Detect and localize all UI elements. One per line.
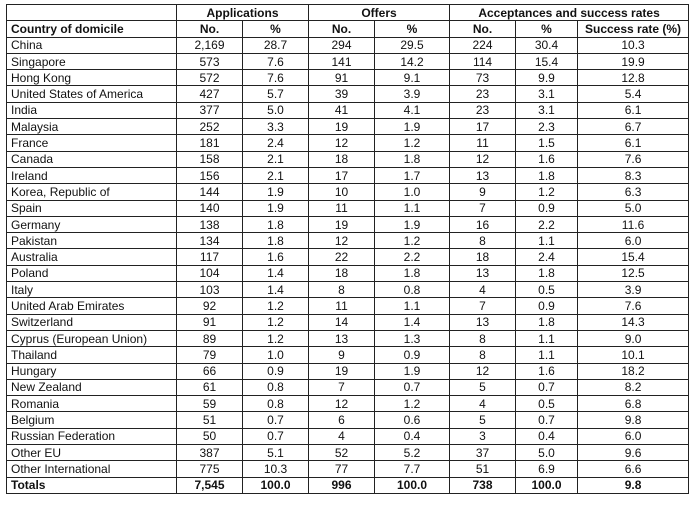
cell-country: Hungary <box>7 363 177 379</box>
cell-app-pct: 0.8 <box>243 379 309 395</box>
cell-success-rate: 10.3 <box>578 37 689 53</box>
cell-acc-pct: 3.1 <box>516 102 578 118</box>
table-row <box>7 249 689 265</box>
totals-label: Totals <box>7 477 177 493</box>
cell-off-pct: 9.1 <box>375 70 450 86</box>
cell-off-pct: 29.5 <box>375 37 450 53</box>
cell-app-no: 59 <box>177 396 243 412</box>
cell-acc-pct: 1.8 <box>516 314 578 330</box>
cell-acc-no: 23 <box>450 86 516 102</box>
table-row <box>7 412 689 428</box>
table-row <box>7 428 689 444</box>
cell-app-no: 252 <box>177 119 243 135</box>
cell-off-pct: 1.4 <box>375 314 450 330</box>
cell-off-pct: 7.7 <box>375 461 450 477</box>
table-row <box>7 330 689 346</box>
table-row <box>7 102 689 118</box>
cell-off-pct: 0.8 <box>375 282 450 298</box>
cell-success-rate: 6.0 <box>578 233 689 249</box>
cell-acc-pct: 6.9 <box>516 461 578 477</box>
cell-off-no: 141 <box>309 53 375 69</box>
column-header-success-rate: Success rate (%) <box>578 21 689 37</box>
table-row <box>7 86 689 102</box>
cell-off-pct: 1.2 <box>375 396 450 412</box>
cell-off-no: 6 <box>309 412 375 428</box>
cell-off-pct: 2.2 <box>375 249 450 265</box>
table-row <box>7 184 689 200</box>
cell-acc-no: 9 <box>450 184 516 200</box>
cell-app-pct: 5.7 <box>243 86 309 102</box>
cell-acc-pct: 3.1 <box>516 86 578 102</box>
cell-app-pct: 1.2 <box>243 298 309 314</box>
cell-country: Poland <box>7 265 177 281</box>
cell-country: Korea, Republic of <box>7 184 177 200</box>
cell-app-no: 2,169 <box>177 37 243 53</box>
cell-app-pct: 1.4 <box>243 265 309 281</box>
cell-success-rate: 14.3 <box>578 314 689 330</box>
cell-app-pct: 1.0 <box>243 347 309 363</box>
cell-country: Hong Kong <box>7 70 177 86</box>
cell-app-no: 181 <box>177 135 243 151</box>
cell-country: Italy <box>7 282 177 298</box>
cell-off-pct: 1.1 <box>375 298 450 314</box>
cell-acc-pct: 0.9 <box>516 298 578 314</box>
cell-acc-pct: 1.8 <box>516 265 578 281</box>
cell-off-no: 22 <box>309 249 375 265</box>
cell-off-no: 294 <box>309 37 375 53</box>
cell-success-rate: 6.1 <box>578 135 689 151</box>
cell-acc-pct: 0.5 <box>516 282 578 298</box>
cell-off-no: 10 <box>309 184 375 200</box>
cell-acc-no: 4 <box>450 396 516 412</box>
cell-off-pct: 14.2 <box>375 53 450 69</box>
cell-country: Belgium <box>7 412 177 428</box>
cell-off-pct: 3.9 <box>375 86 450 102</box>
cell-country: France <box>7 135 177 151</box>
table-row <box>7 379 689 395</box>
cell-off-no: 13 <box>309 330 375 346</box>
cell-off-pct: 1.3 <box>375 330 450 346</box>
cell-acc-no: 13 <box>450 167 516 183</box>
totals-success-rate: 9.8 <box>578 477 689 493</box>
cell-acc-no: 23 <box>450 102 516 118</box>
table-row <box>7 135 689 151</box>
cell-acc-no: 7 <box>450 200 516 216</box>
column-header-acc-pct: % <box>516 21 578 37</box>
cell-off-pct: 1.2 <box>375 233 450 249</box>
cell-acc-pct: 0.5 <box>516 396 578 412</box>
group-header-blank <box>7 5 177 21</box>
cell-acc-no: 51 <box>450 461 516 477</box>
cell-acc-no: 8 <box>450 233 516 249</box>
applications-table <box>6 4 689 494</box>
table-row <box>7 216 689 232</box>
cell-acc-no: 5 <box>450 379 516 395</box>
cell-country: India <box>7 102 177 118</box>
cell-app-no: 427 <box>177 86 243 102</box>
cell-app-pct: 0.9 <box>243 363 309 379</box>
cell-app-pct: 3.3 <box>243 119 309 135</box>
cell-app-no: 103 <box>177 282 243 298</box>
table-row <box>7 119 689 135</box>
table-row <box>7 363 689 379</box>
cell-off-pct: 1.8 <box>375 151 450 167</box>
cell-acc-no: 37 <box>450 445 516 461</box>
cell-app-no: 573 <box>177 53 243 69</box>
column-header-acc-no: No. <box>450 21 516 37</box>
column-header-app-pct: % <box>243 21 309 37</box>
cell-success-rate: 6.3 <box>578 184 689 200</box>
cell-acc-no: 11 <box>450 135 516 151</box>
cell-success-rate: 8.2 <box>578 379 689 395</box>
cell-off-no: 19 <box>309 363 375 379</box>
cell-app-pct: 1.8 <box>243 216 309 232</box>
cell-off-no: 18 <box>309 265 375 281</box>
cell-acc-pct: 1.1 <box>516 347 578 363</box>
group-header-applications: Applications <box>177 5 309 21</box>
cell-app-pct: 1.2 <box>243 314 309 330</box>
cell-success-rate: 19.9 <box>578 53 689 69</box>
cell-app-no: 138 <box>177 216 243 232</box>
cell-acc-no: 8 <box>450 347 516 363</box>
cell-acc-no: 18 <box>450 249 516 265</box>
cell-country: Ireland <box>7 167 177 183</box>
cell-off-no: 41 <box>309 102 375 118</box>
cell-acc-no: 13 <box>450 265 516 281</box>
cell-off-no: 39 <box>309 86 375 102</box>
cell-acc-pct: 1.8 <box>516 167 578 183</box>
cell-app-pct: 5.1 <box>243 445 309 461</box>
cell-off-no: 91 <box>309 70 375 86</box>
cell-app-no: 377 <box>177 102 243 118</box>
cell-off-no: 11 <box>309 298 375 314</box>
cell-off-pct: 0.7 <box>375 379 450 395</box>
cell-app-pct: 7.6 <box>243 53 309 69</box>
cell-app-pct: 2.4 <box>243 135 309 151</box>
cell-acc-pct: 1.6 <box>516 363 578 379</box>
cell-country: Singapore <box>7 53 177 69</box>
cell-off-no: 17 <box>309 167 375 183</box>
cell-success-rate: 5.0 <box>578 200 689 216</box>
cell-country: Other EU <box>7 445 177 461</box>
cell-off-no: 11 <box>309 200 375 216</box>
cell-success-rate: 6.6 <box>578 461 689 477</box>
cell-country: Romania <box>7 396 177 412</box>
cell-acc-no: 7 <box>450 298 516 314</box>
cell-success-rate: 8.3 <box>578 167 689 183</box>
cell-app-no: 775 <box>177 461 243 477</box>
totals-app-pct: 100.0 <box>243 477 309 493</box>
table-row <box>7 282 689 298</box>
cell-acc-pct: 9.9 <box>516 70 578 86</box>
cell-acc-no: 16 <box>450 216 516 232</box>
cell-acc-no: 17 <box>450 119 516 135</box>
cell-app-no: 61 <box>177 379 243 395</box>
totals-off-no: 996 <box>309 477 375 493</box>
cell-off-pct: 1.9 <box>375 216 450 232</box>
cell-country: Spain <box>7 200 177 216</box>
cell-acc-no: 3 <box>450 428 516 444</box>
totals-acc-pct: 100.0 <box>516 477 578 493</box>
table-row <box>7 298 689 314</box>
cell-off-pct: 1.1 <box>375 200 450 216</box>
cell-app-pct: 1.8 <box>243 233 309 249</box>
cell-acc-pct: 1.1 <box>516 330 578 346</box>
column-header-country: Country of domicile <box>7 21 177 37</box>
cell-success-rate: 12.5 <box>578 265 689 281</box>
cell-app-pct: 1.2 <box>243 330 309 346</box>
cell-acc-pct: 0.7 <box>516 412 578 428</box>
cell-acc-no: 13 <box>450 314 516 330</box>
cell-app-no: 158 <box>177 151 243 167</box>
cell-success-rate: 9.6 <box>578 445 689 461</box>
cell-app-no: 572 <box>177 70 243 86</box>
cell-app-pct: 2.1 <box>243 167 309 183</box>
cell-acc-pct: 0.7 <box>516 379 578 395</box>
group-header-acceptances: Acceptances and success rates <box>450 5 689 21</box>
cell-acc-pct: 2.2 <box>516 216 578 232</box>
cell-app-pct: 0.7 <box>243 428 309 444</box>
cell-country: Russian Federation <box>7 428 177 444</box>
cell-country: Switzerland <box>7 314 177 330</box>
table-row <box>7 347 689 363</box>
cell-off-pct: 1.8 <box>375 265 450 281</box>
cell-acc-pct: 5.0 <box>516 445 578 461</box>
table-row <box>7 70 689 86</box>
cell-off-no: 12 <box>309 396 375 412</box>
cell-off-no: 19 <box>309 216 375 232</box>
column-header-app-no: No. <box>177 21 243 37</box>
table-body <box>7 37 689 477</box>
cell-app-no: 66 <box>177 363 243 379</box>
table-row <box>7 200 689 216</box>
cell-country: China <box>7 37 177 53</box>
cell-off-pct: 1.9 <box>375 119 450 135</box>
cell-country: Cyprus (European Union) <box>7 330 177 346</box>
cell-success-rate: 7.6 <box>578 151 689 167</box>
cell-app-pct: 2.1 <box>243 151 309 167</box>
table-row <box>7 265 689 281</box>
cell-country: Pakistan <box>7 233 177 249</box>
cell-acc-no: 8 <box>450 330 516 346</box>
cell-app-no: 79 <box>177 347 243 363</box>
cell-off-no: 9 <box>309 347 375 363</box>
cell-acc-no: 12 <box>450 363 516 379</box>
cell-acc-pct: 1.5 <box>516 135 578 151</box>
table-row <box>7 445 689 461</box>
cell-acc-pct: 30.4 <box>516 37 578 53</box>
cell-app-pct: 0.7 <box>243 412 309 428</box>
cell-country: Germany <box>7 216 177 232</box>
cell-acc-pct: 1.2 <box>516 184 578 200</box>
cell-app-pct: 0.8 <box>243 396 309 412</box>
table-row <box>7 461 689 477</box>
cell-acc-pct: 1.1 <box>516 233 578 249</box>
cell-success-rate: 6.7 <box>578 119 689 135</box>
cell-app-no: 144 <box>177 184 243 200</box>
cell-off-pct: 1.7 <box>375 167 450 183</box>
group-header-offers: Offers <box>309 5 450 21</box>
column-header-off-no: No. <box>309 21 375 37</box>
totals-row <box>7 477 689 493</box>
cell-acc-pct: 2.3 <box>516 119 578 135</box>
totals-off-pct: 100.0 <box>375 477 450 493</box>
cell-country: Thailand <box>7 347 177 363</box>
cell-app-no: 140 <box>177 200 243 216</box>
cell-app-no: 387 <box>177 445 243 461</box>
cell-app-no: 134 <box>177 233 243 249</box>
totals-app-no: 7,545 <box>177 477 243 493</box>
cell-app-pct: 10.3 <box>243 461 309 477</box>
cell-app-no: 92 <box>177 298 243 314</box>
cell-app-pct: 7.6 <box>243 70 309 86</box>
cell-acc-no: 224 <box>450 37 516 53</box>
cell-country: Canada <box>7 151 177 167</box>
cell-off-pct: 0.9 <box>375 347 450 363</box>
cell-app-pct: 1.4 <box>243 282 309 298</box>
cell-app-pct: 1.6 <box>243 249 309 265</box>
column-header-row <box>7 21 689 37</box>
cell-off-no: 12 <box>309 233 375 249</box>
cell-app-pct: 1.9 <box>243 184 309 200</box>
cell-success-rate: 15.4 <box>578 249 689 265</box>
cell-success-rate: 5.4 <box>578 86 689 102</box>
cell-app-no: 50 <box>177 428 243 444</box>
cell-off-no: 7 <box>309 379 375 395</box>
table-row <box>7 396 689 412</box>
cell-app-pct: 28.7 <box>243 37 309 53</box>
cell-success-rate: 10.1 <box>578 347 689 363</box>
cell-success-rate: 9.8 <box>578 412 689 428</box>
cell-off-no: 8 <box>309 282 375 298</box>
cell-success-rate: 7.6 <box>578 298 689 314</box>
table-row <box>7 314 689 330</box>
cell-off-no: 12 <box>309 135 375 151</box>
cell-acc-no: 73 <box>450 70 516 86</box>
cell-off-no: 14 <box>309 314 375 330</box>
cell-success-rate: 3.9 <box>578 282 689 298</box>
cell-success-rate: 9.0 <box>578 330 689 346</box>
cell-success-rate: 6.1 <box>578 102 689 118</box>
cell-off-pct: 0.6 <box>375 412 450 428</box>
cell-country: Australia <box>7 249 177 265</box>
cell-acc-pct: 0.4 <box>516 428 578 444</box>
cell-success-rate: 12.8 <box>578 70 689 86</box>
cell-app-no: 89 <box>177 330 243 346</box>
cell-app-no: 91 <box>177 314 243 330</box>
totals-acc-no: 738 <box>450 477 516 493</box>
table-row <box>7 37 689 53</box>
cell-success-rate: 11.6 <box>578 216 689 232</box>
cell-acc-pct: 1.6 <box>516 151 578 167</box>
cell-success-rate: 18.2 <box>578 363 689 379</box>
cell-off-no: 19 <box>309 119 375 135</box>
cell-off-no: 52 <box>309 445 375 461</box>
cell-app-pct: 1.9 <box>243 200 309 216</box>
cell-off-pct: 1.0 <box>375 184 450 200</box>
cell-app-no: 117 <box>177 249 243 265</box>
table-row <box>7 53 689 69</box>
cell-country: United States of America <box>7 86 177 102</box>
cell-acc-no: 4 <box>450 282 516 298</box>
cell-off-pct: 4.1 <box>375 102 450 118</box>
cell-country: New Zealand <box>7 379 177 395</box>
cell-off-pct: 0.4 <box>375 428 450 444</box>
column-header-off-pct: % <box>375 21 450 37</box>
table-row <box>7 151 689 167</box>
cell-country: Malaysia <box>7 119 177 135</box>
cell-off-no: 77 <box>309 461 375 477</box>
cell-country: Other International <box>7 461 177 477</box>
group-header-row <box>7 5 689 21</box>
cell-acc-pct: 0.9 <box>516 200 578 216</box>
cell-app-no: 104 <box>177 265 243 281</box>
cell-acc-pct: 15.4 <box>516 53 578 69</box>
table-row <box>7 233 689 249</box>
cell-success-rate: 6.0 <box>578 428 689 444</box>
cell-acc-no: 114 <box>450 53 516 69</box>
cell-success-rate: 6.8 <box>578 396 689 412</box>
cell-acc-pct: 2.4 <box>516 249 578 265</box>
cell-off-pct: 1.2 <box>375 135 450 151</box>
cell-acc-no: 5 <box>450 412 516 428</box>
cell-app-pct: 5.0 <box>243 102 309 118</box>
cell-app-no: 156 <box>177 167 243 183</box>
cell-acc-no: 12 <box>450 151 516 167</box>
cell-off-pct: 5.2 <box>375 445 450 461</box>
cell-off-no: 4 <box>309 428 375 444</box>
cell-country: United Arab Emirates <box>7 298 177 314</box>
cell-app-no: 51 <box>177 412 243 428</box>
cell-off-no: 18 <box>309 151 375 167</box>
cell-off-pct: 1.9 <box>375 363 450 379</box>
table-row <box>7 167 689 183</box>
